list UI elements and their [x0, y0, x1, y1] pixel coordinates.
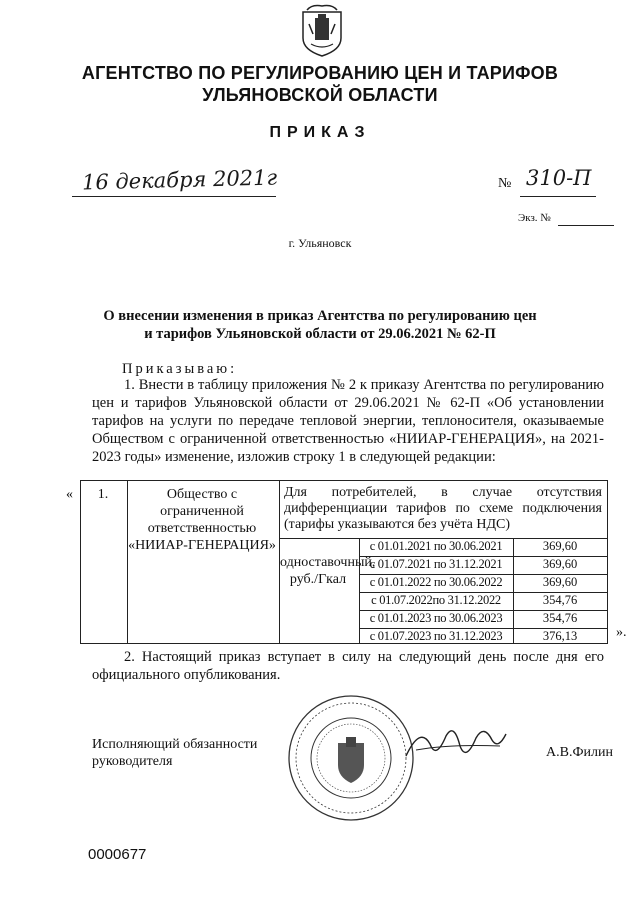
agency-name-line1: АГЕНТСТВО ПО РЕГУЛИРОВАНИЮ ЦЕН И ТАРИФОВ [81, 63, 559, 83]
table-row-number: 1. [97, 487, 109, 502]
date-underline [72, 196, 276, 197]
copy-number-label: Экз. № [518, 212, 551, 224]
order-number: 310-П [526, 166, 592, 190]
tariff-value: 369,60 [542, 539, 578, 553]
order-date: 16 декабря 2021г [81, 165, 278, 195]
paragraph-2-text: 2. Настоящий приказ вступает в силу на следующий день после дня его официального опубликования. [92, 649, 604, 683]
coat-of-arms-icon [297, 4, 347, 58]
tariff-period: с 01.01.2023 по 30.06.2023 [369, 611, 503, 625]
table-unit: одноставочный, руб./Гкал [280, 555, 376, 587]
signatory-role [92, 736, 257, 770]
handwritten-signature-icon [400, 716, 510, 776]
document-serial-number: 0000677 [88, 846, 147, 863]
order-subject [100, 307, 540, 343]
tariff-period: с 01.07.2023 по 31.12.2023 [369, 629, 503, 643]
agency-name-line2: УЛЬЯНОВСКОЙ ОБЛАСТИ [202, 85, 438, 105]
signatory-role-line2: руководителя [92, 754, 173, 769]
tariff-value: 369,60 [542, 557, 578, 571]
tariff-period: с 01.07.2022по 31.12.2022 [371, 593, 501, 607]
tariff-value: 354,76 [542, 611, 578, 625]
paragraph-1-text: 1. Внести в таблицу приложения № 2 к приказу Агентства по регулированию цен и тарифов Ульяновской области от 29.06.2021 № 62-П «Об установлении тарифов на услуги по передаче тепловой энергии, теплоносителя, оказываемые Обществом с ограниченной ответственностью «НИИАР-ГЕНЕРАЦИЯ», на 2021-2023 годы» изменение, изложив строку 1 в следующей редакции: [92, 377, 604, 465]
copy-number-underline [558, 225, 614, 226]
city: г. Ульяновск [288, 236, 352, 250]
table-description: Для потребителей, в случае отсутствия дифференциации тарифов по схеме подключения (тарифы указываются без учёта НДС) [284, 485, 602, 532]
tariff-value: 354,76 [542, 593, 578, 607]
subject-line2: и тарифов Ульяновской области от 29.06.2021 № 62-П [144, 326, 496, 342]
signatory-role-line1: Исполняющий обязанности [92, 737, 258, 752]
order-title: ПРИКАЗ [269, 124, 371, 141]
number-label: № [498, 176, 512, 191]
table-quote-open: « [66, 487, 73, 502]
paragraph-2 [92, 648, 604, 684]
tariff-period: с 01.01.2021 по 30.06.2021 [369, 539, 503, 553]
tariff-period: с 01.07.2021 по 31.12.2021 [369, 557, 503, 571]
official-seal-icon [286, 693, 416, 823]
paragraph-1 [92, 376, 604, 466]
subject-line1: О внесении изменения в приказ Агентства по регулированию цен [103, 308, 537, 324]
table-organization: Общество с ограниченной ответственностью «НИИАР-ГЕНЕРАЦИЯ» [128, 487, 276, 553]
number-underline [520, 196, 596, 197]
tariff-period: с 01.01.2022 по 30.06.2022 [369, 575, 503, 589]
order-intro: Приказываю: [122, 361, 238, 377]
tariff-value: 369,60 [542, 575, 578, 589]
tariff-value: 376,13 [542, 629, 578, 643]
signatory-name: А.В.Филин [546, 745, 613, 760]
agency-name [0, 62, 640, 106]
table-quote-close: ». [616, 625, 627, 640]
